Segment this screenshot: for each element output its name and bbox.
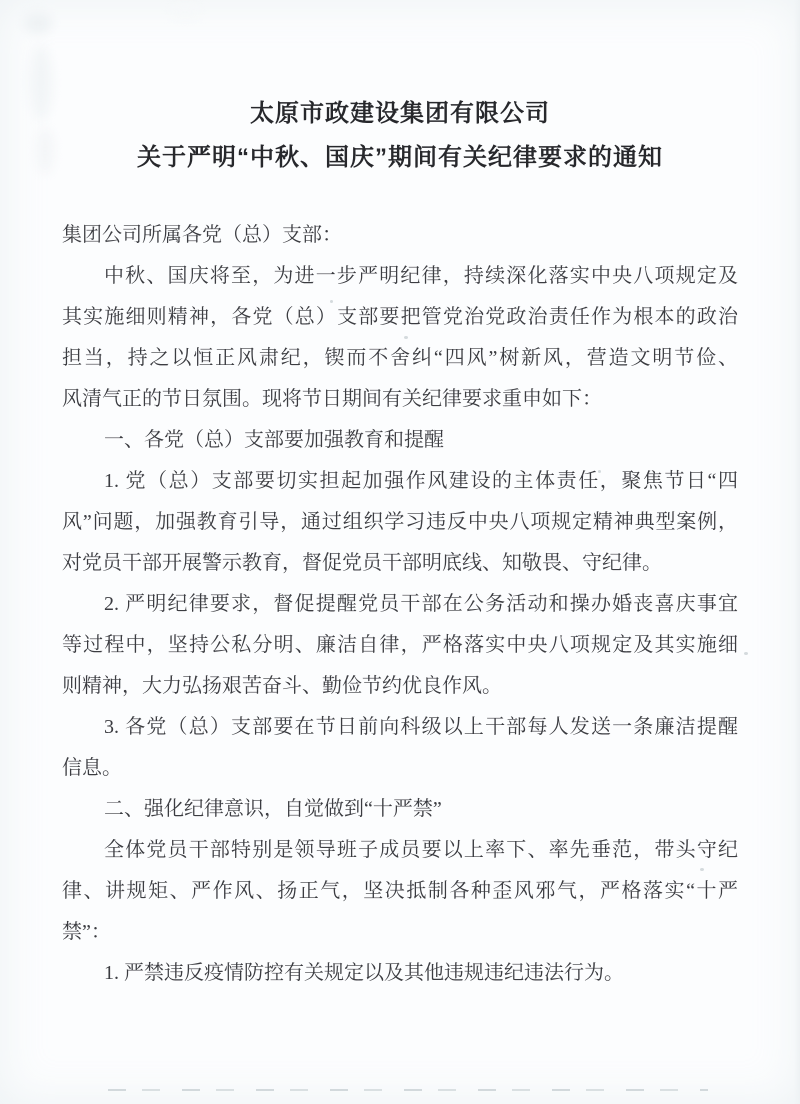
body-text-line: 其实施细则精神，各党（总）支部要把管党治党政治责任作为根本的政治 — [62, 306, 738, 328]
document-header — [0, 92, 800, 180]
body-text-line: 集团公司所属各党（总）支部： — [62, 224, 342, 246]
body-text-line: 等过程中，坚持公私分明、廉洁自律，严格落实中央八项规定及其实施细 — [62, 634, 738, 656]
scan-speck — [744, 652, 748, 655]
body-text-line: 3. 各党（总）支部要在节日前向科级以上干部每人发送一条廉洁提醒 — [104, 716, 738, 738]
body-text-line: 中秋、国庆将至，为进一步严明纪律，持续深化落实中央八项规定及 — [104, 265, 738, 287]
notice-subject-title: 关于严明“中秋、国庆”期间有关纪律要求的通知 — [137, 144, 663, 171]
scan-smudge — [24, 12, 52, 34]
body-text-line: 信息。 — [62, 757, 122, 779]
body-text-line: 则精神，大力弘扬艰苦奋斗、勤俭节约优良作风。 — [62, 675, 502, 697]
body-text-line: 风清气正的节日氛围。现将节日期间有关纪律要求重申如下： — [62, 388, 602, 410]
body-text-line: 二、强化纪律意识，自觉做到“十严禁” — [104, 798, 442, 820]
notice-body — [62, 215, 738, 994]
body-text-line: 1. 党（总）支部要切实担起加强作风建设的主体责任，聚焦节日“四 — [104, 470, 738, 492]
body-text-line: 全体党员干部特别是领导班子成员要以上率下、率先垂范，带头守纪 — [104, 839, 738, 861]
body-text-line: 风”问题，加强教育引导，通过组织学习违反中央八项规定精神典型案例， — [62, 511, 738, 533]
body-text-line: 律、讲规矩、严作风、扬正气，坚决抵制各种歪风邪气，严格落实“十严 — [62, 880, 738, 902]
scan-edge-artifact — [108, 1089, 708, 1091]
body-text-line: 禁”： — [62, 921, 111, 943]
body-text-line: 1. 严禁违反疫情防控有关规定以及其他违规违纪违法行为。 — [104, 962, 624, 984]
body-text-line: 2. 严明纪律要求，督促提醒党员干部在公务活动和操办婚丧喜庆事宜 — [104, 593, 738, 615]
company-name-title: 太原市政建设集团有限公司 — [250, 100, 550, 127]
body-text-line: 一、各党（总）支部要加强教育和提醒 — [104, 429, 444, 451]
body-text-line: 担当，持之以恒正风肃纪，锲而不舍纠“四风”树新风，营造文明节俭、 — [62, 347, 738, 369]
body-text-line: 对党员干部开展警示教育，督促党员干部明底线、知敬畏、守纪律。 — [62, 552, 662, 574]
scan-smudge — [170, 6, 200, 18]
